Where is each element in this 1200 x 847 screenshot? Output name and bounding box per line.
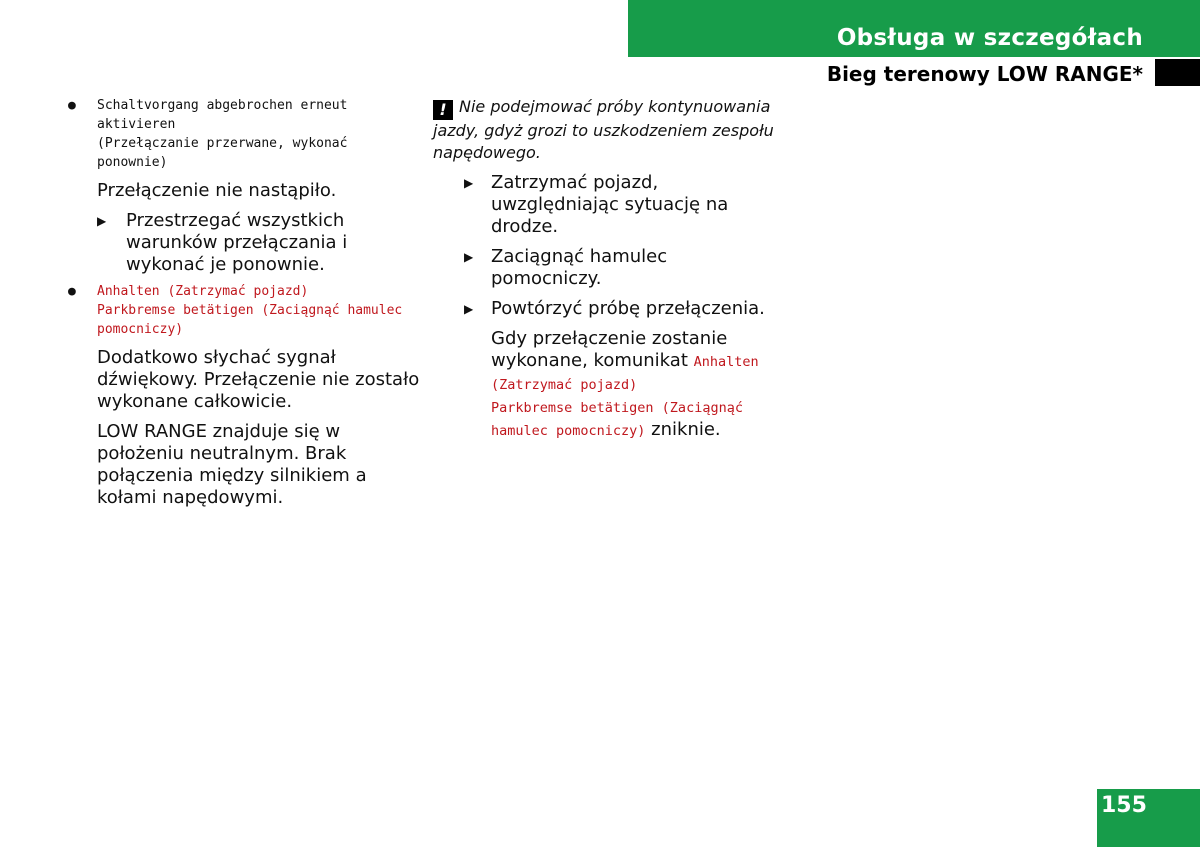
message-2-detail: LOW RANGE znajduje się w położeniu neutralnym. Brak połączenia między silnikiem a kołami napędowymi.: [97, 421, 367, 508]
step-text: Powtórzyć próbę przełączenia.: [491, 298, 765, 319]
warning-text: Nie podejmować próby kontynuowania jazdy, gdyż grozi to uszkodzeniem zespołu napędowego.: [433, 97, 774, 162]
step-arrow-icon: ▶: [464, 302, 474, 316]
section-title: Obsługa w szczegółach: [836, 25, 1143, 51]
message-line: (Przełączanie przerwane, wykonać ponownie): [97, 136, 348, 170]
step-item: [433, 246, 778, 290]
step-arrow-icon: ▶: [464, 176, 474, 190]
message-line: pomocniczy): [97, 322, 184, 337]
left-column: [60, 96, 420, 509]
bullet-icon: ●: [68, 284, 76, 299]
step-text: Zaciągnąć hamulec pomocniczy.: [491, 246, 668, 289]
step-item: [433, 172, 778, 238]
display-message-2: [60, 282, 420, 339]
result-prefix: Gdy przełączenie zostanie wykonane, komunikat: [491, 328, 728, 371]
message-line: Anhalten (Zatrzymać pojazd): [97, 284, 309, 299]
page-number: 155: [1097, 789, 1200, 847]
result-suffix: zniknie.: [645, 419, 721, 440]
result-paragraph: [433, 328, 778, 442]
step-arrow-icon: ▶: [464, 250, 474, 264]
message-line: Parkbremse betätigen (Zaciągnąć hamulec: [97, 303, 403, 318]
bullet-icon: ●: [68, 98, 76, 113]
message-1-cause: Przełączenie nie nastąpiło.: [97, 180, 337, 201]
message-line: Parkbremse betätigen (Zaciągnąć: [491, 400, 743, 416]
step-arrow-icon: ▶: [97, 214, 107, 228]
page-subtitle: Bieg terenowy LOW RANGE*: [826, 62, 1143, 86]
message-1-step: [60, 210, 420, 276]
display-message-1: [60, 96, 420, 172]
message-line: Anhalten: [693, 354, 759, 370]
step-item: [433, 298, 778, 320]
warning-note: [433, 96, 778, 164]
message-2-cause: Dodatkowo słychać sygnał dźwiękowy. Przełączenie nie zostało wykonane całkowicie.: [97, 347, 420, 412]
message-line: Schaltvorgang abgebrochen erneut aktivieren: [97, 98, 348, 132]
message-line: hamulec pomocniczy): [491, 423, 646, 439]
step-text: Zatrzymać pojazd, uwzględniając sytuację na drodze.: [491, 172, 729, 237]
message-line: (Zatrzymać pojazd): [491, 377, 638, 393]
warning-icon: !: [433, 100, 453, 120]
right-column: [433, 96, 778, 442]
section-header-bar: [628, 0, 1200, 57]
step-text: Przestrzegać wszystkich warunków przełączania i wykonać je ponownie.: [126, 210, 348, 275]
subtitle-marker-block: [1155, 59, 1200, 86]
